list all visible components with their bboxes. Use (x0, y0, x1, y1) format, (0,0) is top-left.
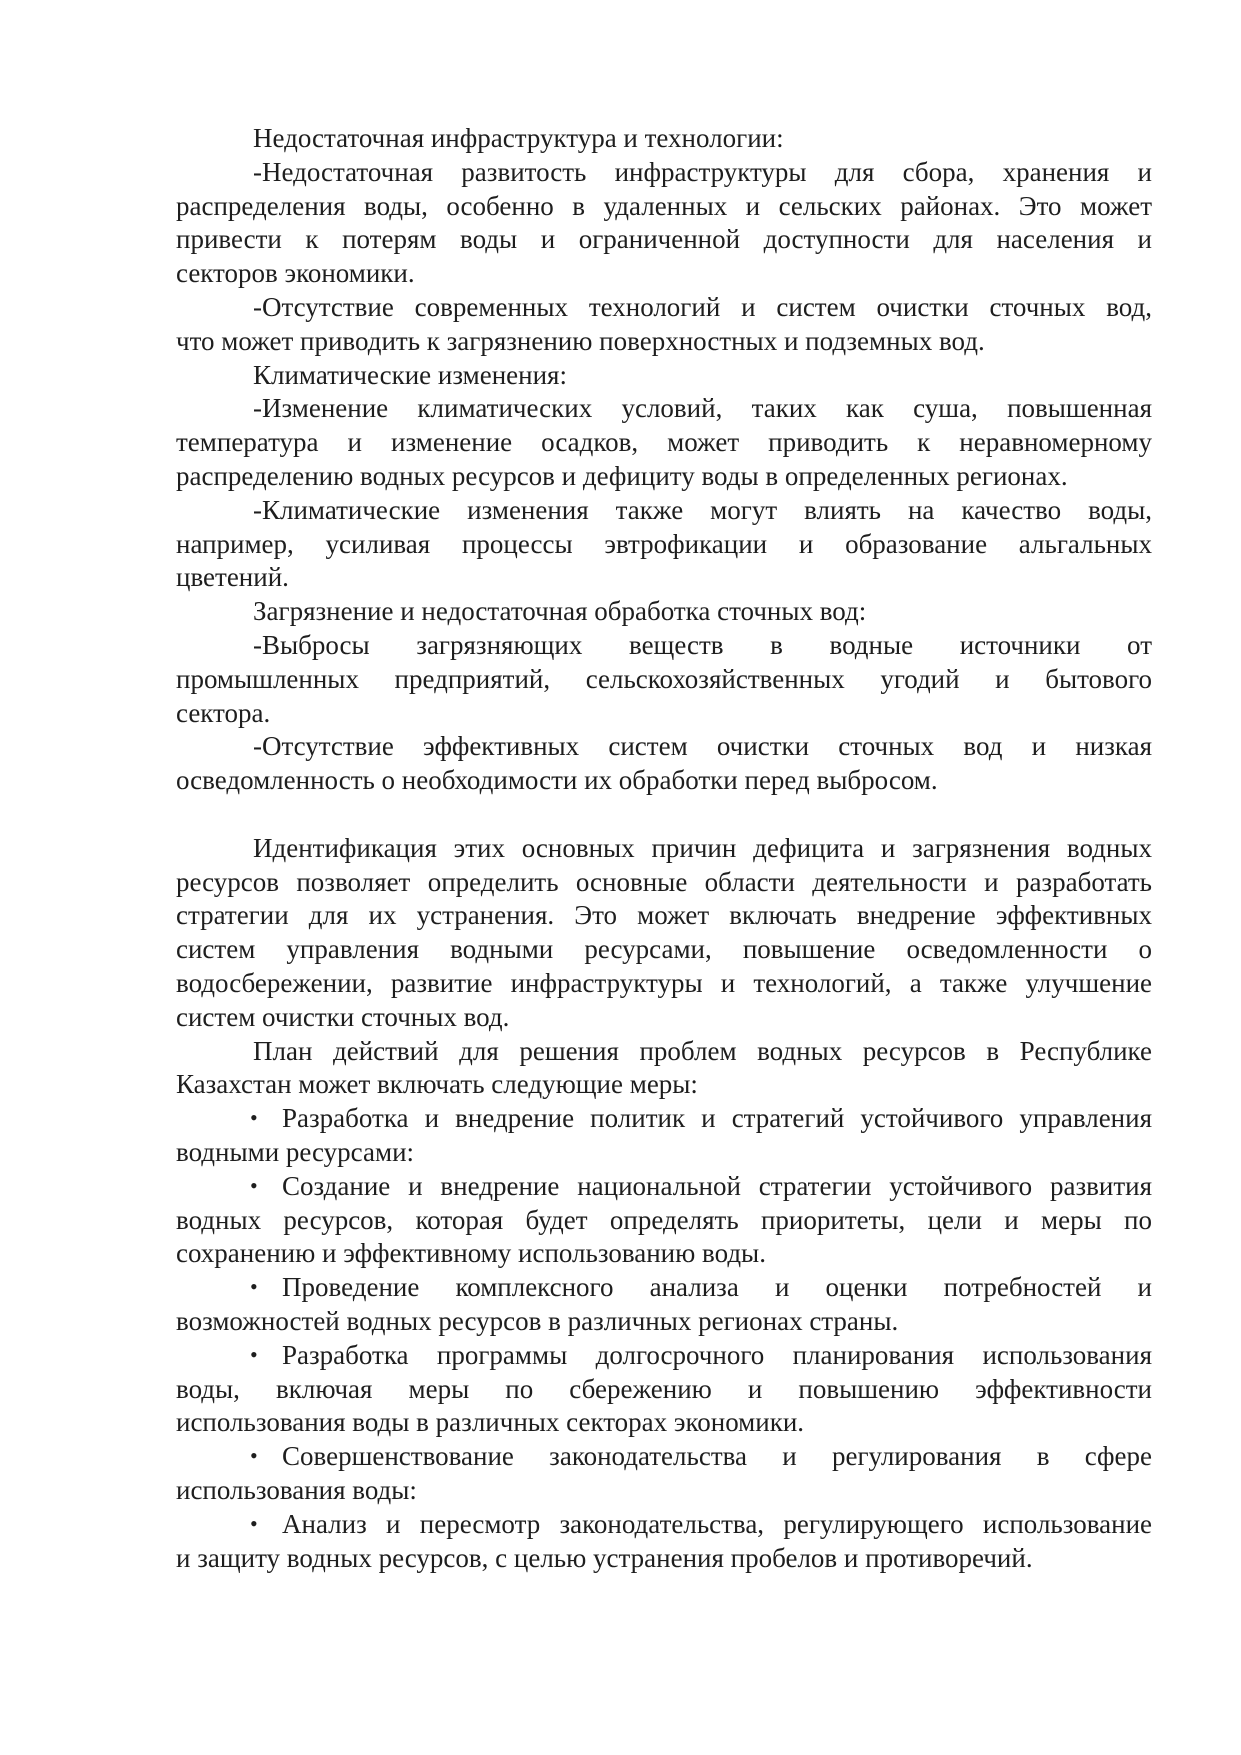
paragraph-line: что может приводить к загрязнению поверхностных и подземных вод. (176, 325, 985, 356)
paragraph-line: секторов экономики. (176, 258, 415, 289)
bullet-dot-icon: • (250, 1274, 258, 1300)
paragraph-line: -Климатические изменения также могут влиять на качество воды, (253, 494, 1152, 525)
paragraph-line: Проведение комплексного анализа и оценки потребностей и (282, 1272, 1152, 1303)
paragraph-line: Анализ и пересмотр законодательства, регулирующего использование (282, 1508, 1152, 1539)
paragraph-line: Разработка и внедрение политик и стратегий устойчивого управления (282, 1103, 1152, 1134)
paragraph-line: возможностей водных ресурсов в различных регионах страны. (176, 1306, 899, 1336)
paragraph-line: систем управления водными ресурсами, повышение осведомленности о (176, 934, 1152, 965)
bullet-dot-icon: • (250, 1510, 258, 1536)
paragraph-line: Идентификация этих основных причин дефицита и загрязнения водных (253, 832, 1152, 863)
paragraph-line: например, усиливая процессы эвтрофикации и образование альгальных (176, 528, 1152, 559)
paragraph-line: План действий для решения проблем водных ресурсов в Республике (253, 1035, 1152, 1066)
paragraph-line: Совершенствование законодательства и регулирования в сфере (282, 1441, 1152, 1472)
paragraph-line: распределения воды, особенно в удаленных и сельских районах. Это может (176, 190, 1152, 221)
paragraph-line: Загрязнение и недостаточная обработка сточных вод: (253, 596, 867, 627)
paragraph-line: использования воды в различных секторах экономики. (176, 1407, 805, 1438)
paragraph-line: -Недостаточная развитость инфраструктуры для сбора, хранения и (253, 156, 1152, 187)
paragraph-line: Создание и внедрение национальной стратегии устойчивого развития (282, 1170, 1152, 1201)
paragraph-line: -Выбросы загрязняющих веществ в водные источники от (253, 630, 1152, 660)
bullet-dot-icon: • (250, 1172, 258, 1198)
paragraph-line: осведомленность о необходимости их обработки перед выбросом. (176, 765, 938, 796)
paragraph-line: распределению водных ресурсов и дефициту воды в определенных регионах. (176, 461, 1068, 491)
paragraph-line: и защиту водных ресурсов, с целью устранения пробелов и противоречий. (176, 1542, 1033, 1573)
paragraph-line: Казахстан может включать следующие меры: (176, 1069, 698, 1100)
paragraph-line: -Отсутствие эффективных систем очистки сточных вод и низкая (253, 731, 1152, 762)
paragraph-line: температура и изменение осадков, может приводить к неравномерному (176, 427, 1152, 458)
paragraph-line: ресурсов позволяет определить основные области деятельности и разработать (176, 866, 1152, 897)
bullet-dot-icon: • (250, 1341, 258, 1367)
paragraph-line: систем очистки сточных вод. (176, 1001, 510, 1032)
paragraph-line: водных ресурсов, которая будет определять приоритеты, цели и меры по (176, 1204, 1152, 1235)
paragraph-line: воды, включая меры по сбережению и повышению эффективности (176, 1373, 1152, 1404)
paragraph-line: привести к потерям воды и ограниченной доступности для населения и (176, 224, 1152, 255)
paragraph-line: Разработка программы долгосрочного планирования использования (282, 1339, 1152, 1370)
paragraph-line: Климатические изменения: (253, 359, 567, 390)
paragraph-line: использования воды: (176, 1475, 417, 1505)
paragraph-line: Недостаточная инфраструктура и технологии: (253, 123, 784, 153)
bullet-dot-icon: • (250, 1105, 258, 1131)
paragraph-line: -Изменение климатических условий, таких как суша, повышенная (253, 393, 1152, 424)
paragraph-line: -Отсутствие современных технологий и систем очистки сточных вод, (253, 292, 1152, 322)
paragraph-line: цветений. (176, 562, 289, 593)
paragraph-line: водосбережении, развитие инфраструктуры и технологий, а также улучшение (176, 968, 1152, 998)
paragraph-line: сохранению и эффективному использованию воды. (176, 1238, 766, 1269)
paragraph-line: водными ресурсами: (176, 1137, 415, 1167)
paragraph-line: стратегии для их устранения. Это может включать внедрение эффективных (176, 900, 1152, 931)
paragraph-line: промышленных предприятий, сельскохозяйственных угодий и бытового (176, 663, 1152, 694)
paragraph-line: сектора. (176, 697, 271, 728)
bullet-dot-icon: • (250, 1443, 258, 1469)
